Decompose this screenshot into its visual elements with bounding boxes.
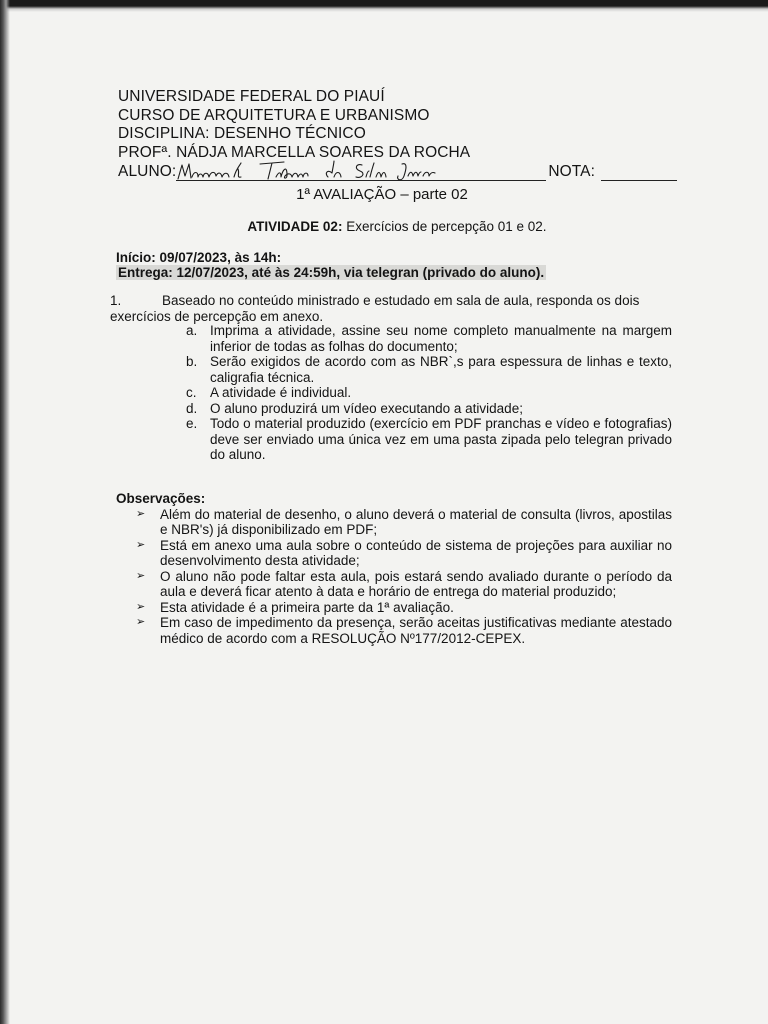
sub-item-text: O aluno produzirá um vídeo executando a atividade; <box>210 400 523 416</box>
arrowhead-bullet-icon: ➢ <box>136 538 146 551</box>
course-name: CURSO DE ARQUITETURA E URBANISMO <box>118 106 430 124</box>
activity-label: ATIVIDADE 02: <box>247 219 343 234</box>
sub-item <box>186 416 672 463</box>
sub-item <box>186 385 672 401</box>
student-line <box>118 162 678 181</box>
observation-item <box>136 615 672 646</box>
sub-item <box>186 354 672 385</box>
professor-name: PROFª. NÁDJA MARCELLA SOARES DA ROCHA <box>118 143 471 161</box>
evaluation-title <box>0 186 768 203</box>
arrowhead-bullet-icon: ➢ <box>136 616 146 628</box>
document-header <box>118 88 678 181</box>
student-label: ALUNO: <box>118 162 177 180</box>
observations-title: Observações: <box>116 491 206 506</box>
sub-item-letter: a. <box>186 323 198 338</box>
observation-text: Esta atividade é a primeira parte da 1ª avaliação. <box>160 599 454 615</box>
item-1-text: Baseado no conteúdo ministrado e estudado em sala de aula, responda os dois exercícios de percepção em anexo. <box>110 293 640 324</box>
signature-scribble-icon <box>176 158 546 182</box>
discipline-name: DISCIPLINA: DESENHO TÉCNICO <box>118 125 366 142</box>
sub-item <box>186 401 672 417</box>
sub-item-text: A atividade é individual. <box>210 385 352 400</box>
item-1-number: 1. <box>110 293 122 308</box>
observation-item <box>136 507 672 538</box>
item-1 <box>110 293 672 324</box>
observation-text: Em caso de impedimento da presença, serão aceitas justificativas mediante atestado médico de acordo com a RESOLUÇÃO Nº177/2012-CEPEX. <box>160 615 672 646</box>
sub-item-text: Imprima a atividade, assine seu nome completo manualmente na margem inferior de todas as folhas do documento; <box>210 323 672 354</box>
sub-item-letter: e. <box>186 416 198 431</box>
activity-text: Exercícios de percepção 01 e 02. <box>342 219 547 234</box>
activity-heading <box>0 219 768 234</box>
observations-section <box>116 491 672 646</box>
observation-item <box>136 538 672 569</box>
dates-block <box>116 250 546 280</box>
sub-item <box>186 323 672 354</box>
sub-item-list <box>186 323 672 463</box>
sub-item-text: Todo o material produzido (exercício em PDF pranchas e vídeo e fotografias) deve ser enviado uma única vez em uma pasta zipada pelo telegran privado do aluno. <box>210 416 672 462</box>
sub-item-letter: b. <box>186 354 198 369</box>
arrowhead-bullet-icon: ➢ <box>136 600 146 613</box>
university-name: UNIVERSIDADE FEDERAL DO PIAUÍ <box>118 88 385 105</box>
evaluation-title-text: 1ª AVALIAÇÃO – parte 02 <box>296 186 468 203</box>
sub-item-letter: d. <box>186 400 198 416</box>
student-signature <box>176 162 546 181</box>
sub-item-letter: c. <box>186 385 197 400</box>
grade-blank-line <box>601 164 677 181</box>
sub-item-text: Serão exigidos de acordo com as NBR`,s para espessura de linhas e texto, caligrafia técnica. <box>210 354 672 385</box>
start-date: Início: 09/07/2023, às 14h: <box>116 250 282 265</box>
arrowhead-bullet-icon: ➢ <box>136 507 146 520</box>
observation-text: O aluno não pode faltar esta aula, pois estará sendo avaliado durante o período da aula e deverá ficar atento à data e horário de entrega do material produzido; <box>160 568 672 599</box>
observation-item <box>136 600 672 616</box>
delivery-date: Entrega: 12/07/2023, até às 24:59h, via telegran (privado do aluno). <box>118 265 545 280</box>
grade-label: NOTA: <box>548 162 596 180</box>
observation-item <box>136 569 672 600</box>
arrowhead-bullet-icon: ➢ <box>136 569 146 582</box>
observation-text: Está em anexo uma aula sobre o conteúdo de sistema de projeções para auxiliar no desenvolvimento desta atividade; <box>160 537 672 568</box>
observation-text: Além do material de desenho, o aluno deverá o material de consulta (livros, apostilas e NBR's) já disponibilizado em PDF; <box>160 506 672 537</box>
